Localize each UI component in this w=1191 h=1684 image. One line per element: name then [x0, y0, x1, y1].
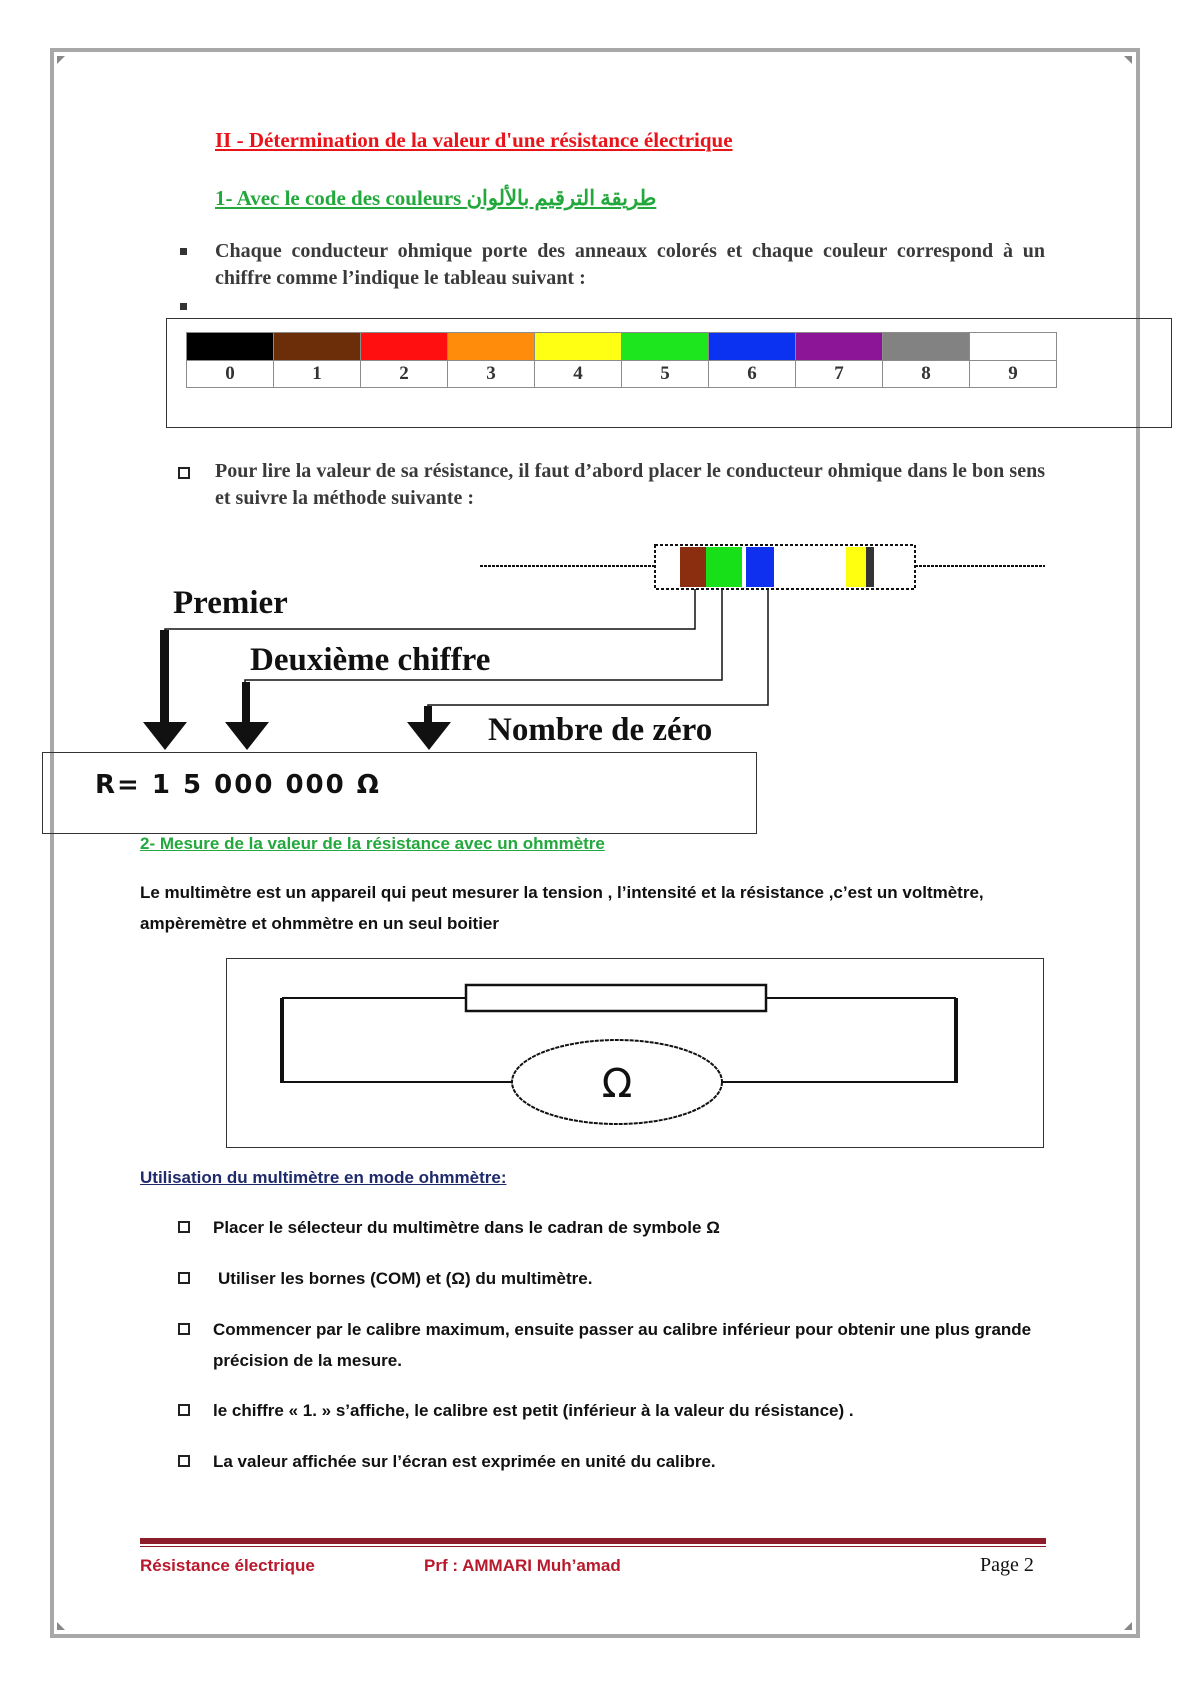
resistor-diagram	[0, 0, 1191, 800]
digit-cell-1: 1	[274, 361, 361, 388]
color-code-heading: 1- Avec le code des couleurs طريقة الترقيم بالألوان	[215, 186, 657, 210]
digit-cell-6: 6	[709, 361, 796, 388]
read-method-paragraph: Pour lire la valeur de sa résistance, il faut d’abord placer le conducteur ohmique dans le bon sens et suivre la méthode suivante :	[215, 460, 1045, 509]
label-zeros: Nombre de zéro	[488, 712, 713, 748]
usage-item-2: Utiliser les bornes (COM) et (Ω) du multimètre.	[218, 1269, 593, 1288]
ohm-symbol: Ω	[601, 1061, 633, 1107]
footer-title: Résistance électrique	[140, 1556, 315, 1575]
usage-item-5: La valeur affichée sur l’écran est exprimée en unité du calibre.	[213, 1452, 716, 1471]
resistor-band-edge	[866, 547, 874, 587]
digit-cell-9: 9	[970, 361, 1057, 388]
resistor-band-5	[846, 547, 866, 587]
checkbox-bullet-3	[178, 1323, 190, 1335]
digit-cell-0: 0	[187, 361, 274, 388]
digit-cell-3: 3	[448, 361, 535, 388]
arrow-second	[225, 722, 269, 750]
resistor-band-3	[746, 547, 774, 587]
resistance-formula: R= 1 5 000 000 Ω	[95, 770, 381, 800]
intro-paragraph: Chaque conducteur ohmique porte des anneaux colorés et chaque couleur correspond à un chiffre comme l’indique le tableau suivant :	[215, 240, 1045, 289]
frame-corner-bl	[57, 1622, 65, 1630]
footer-rule-thin	[140, 1546, 1046, 1547]
digit-cell-7: 7	[796, 361, 883, 388]
checkbox-bullet-5	[178, 1455, 190, 1467]
usage-item-3: Commencer par le calibre maximum, ensuite passer au calibre inférieur pour obtenir une plus grande précision de la mesure.	[213, 1320, 1032, 1370]
usage-heading: Utilisation du multimètre en mode ohmmètre:	[140, 1168, 507, 1187]
circuit-diagram	[226, 958, 1044, 1148]
checkbox-bullet-4	[178, 1404, 190, 1416]
digit-cell-4: 4	[535, 361, 622, 388]
digit-cell-8: 8	[883, 361, 970, 388]
checkbox-bullet-2	[178, 1272, 190, 1284]
resistor-band-1	[680, 547, 706, 587]
label-first-digit: Premier	[173, 585, 288, 621]
resistor-band-4	[774, 547, 844, 587]
main-heading: II - Détermination de la valeur d'une résistance électrique	[215, 128, 733, 152]
digit-cell-2: 2	[361, 361, 448, 388]
arrow-zeros	[407, 722, 451, 750]
arrow-first	[143, 722, 187, 750]
multimeter-paragraph: Le multimètre est un appareil qui peut mesurer la tension , l’intensité et la résistance ,c’est un voltmètre, ampèremètre et ohmmètre en un seul boitier	[140, 883, 984, 933]
frame-corner-br	[1124, 1622, 1132, 1630]
ohmmeter-heading: 2- Mesure de la valeur de la résistance avec un ohmmètre	[140, 834, 605, 853]
usage-item-4: le chiffre « 1. » s’affiche, le calibre est petit (inférieur à la valeur du résistance) .	[213, 1401, 854, 1420]
digit-cell-5: 5	[622, 361, 709, 388]
page-number: Page 2	[980, 1554, 1034, 1576]
footer-author: Prf : AMMARI Muh’amad	[424, 1556, 621, 1575]
footer-rule-thick	[140, 1538, 1046, 1544]
label-second-digit: Deuxième chiffre	[250, 642, 491, 678]
usage-item-1: Placer le sélecteur du multimètre dans le cadran de symbole Ω	[213, 1218, 720, 1237]
checkbox-bullet-1	[178, 1221, 190, 1233]
resistor-band-2	[706, 547, 742, 587]
